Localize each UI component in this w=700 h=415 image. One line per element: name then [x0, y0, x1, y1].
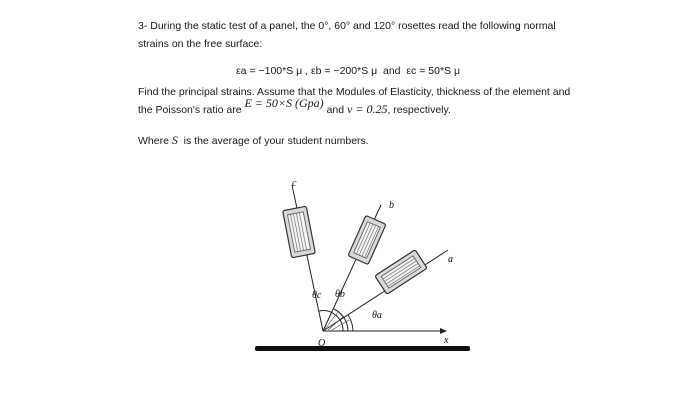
strain-c: εc = 50*S μ — [406, 65, 461, 77]
x-axis-arrow — [440, 328, 447, 334]
strain-gauge-b — [348, 215, 386, 264]
strain-a: εa = −100*S μ — [236, 65, 303, 77]
modulus-expression: E = 50×S (Gpa) — [244, 96, 324, 110]
statement-text-1: 3- During the static test of a panel, the 0°, 60° and 120° rosettes read the following normal — [138, 20, 556, 32]
strain-separator: , — [302, 65, 311, 77]
poisson-expression: ν = 0.25 — [347, 102, 388, 116]
strain-gauge-a — [375, 250, 427, 295]
label-b: b — [389, 200, 394, 211]
theta-c-label: θc — [312, 290, 322, 301]
ground-bar — [255, 346, 470, 351]
statement-text-2: strains on the free surface: — [138, 38, 263, 50]
theta-b-label: θb — [335, 289, 345, 300]
poisson-prefix: the Poisson's ratio are — [138, 104, 245, 116]
where-suffix: is the average of your student numbers. — [177, 135, 369, 147]
strain-b: εb = −200*S μ — [310, 65, 378, 77]
angle-arc-a — [348, 315, 353, 331]
theta-a-label: θa — [372, 310, 382, 321]
find-text: Find the principal strains. Assume that the Modules of Elasticity, thickness of the element and — [138, 86, 571, 98]
label-a: a — [448, 254, 453, 265]
strain-and: and — [377, 65, 407, 77]
where-prefix: Where — [138, 135, 172, 147]
respectively-text: , respectively. — [387, 104, 451, 116]
where-symbol: S — [171, 133, 178, 147]
direction-line-c — [292, 185, 323, 331]
label-c: c — [292, 178, 297, 189]
x-axis-label: x — [444, 335, 449, 346]
strain-gauge-c — [283, 206, 316, 258]
and-text: and — [323, 104, 348, 116]
origin-label: O — [318, 338, 326, 349]
